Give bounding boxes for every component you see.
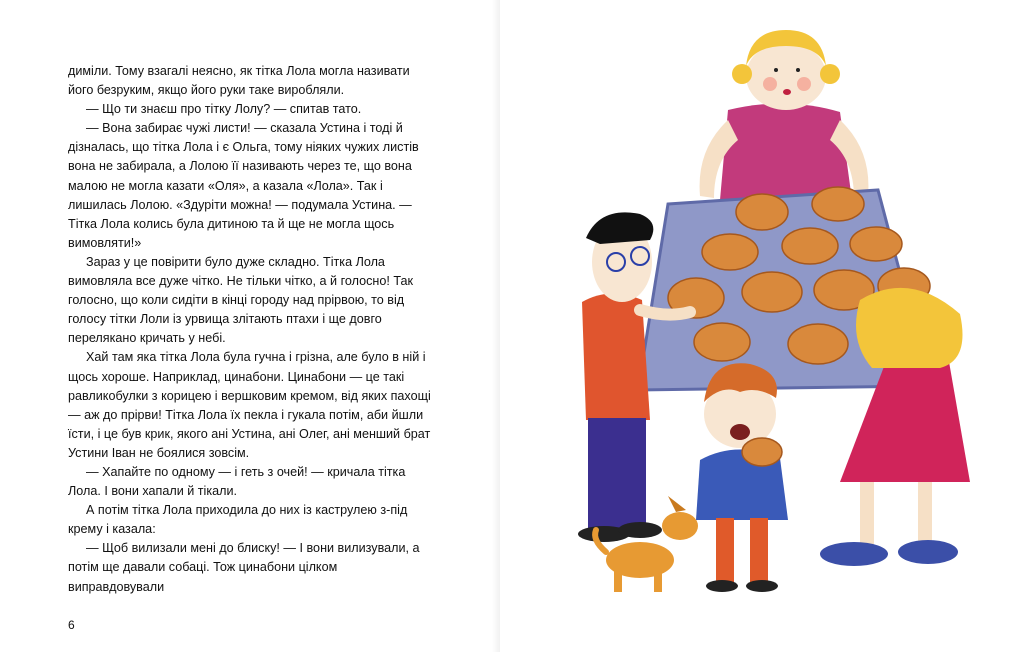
paragraph: — Щоб вилизали мені до блиску! — І вони вилизували, а потім ще давали собаці. Тож цинабони цілком виправдовували: [68, 541, 420, 594]
paragraph: А потім тітка Лола приходила до них із каструлею з-під крему і казала:: [68, 503, 408, 537]
girl-shoe: [898, 540, 958, 564]
paragraph: Хай там яка тітка Лола була гучна і грізна, але було в ній і щось хороше. Наприклад, цинабони. Цинабони — це такі равликобулки з корицею і вершковим кремом, від яких пахощі — аж до прірви! Тітка Лола їх пекла і гукала потім, аби йшли їсти, і це був крик, якого ані Устина, ані Олег, ані менший брат Устини Іван не боялися зовсім.: [68, 350, 431, 460]
aunt-hair-bun-left: [732, 64, 752, 84]
aunt-figure: [700, 30, 869, 200]
aunt-eye: [796, 68, 800, 72]
paragraph: — Що ти знаєш про тітку Лолу? — спитав тато.: [86, 102, 362, 117]
cinnamon-bun: [850, 227, 902, 261]
paragraph: диміли. Тому взагалі неясно, як тітка Лола могла називати його безруким, якщо його руки таке виробляли.: [68, 64, 410, 98]
boy-leg: [750, 518, 768, 582]
cinnamon-bun: [812, 187, 864, 221]
boy-shoe: [746, 580, 778, 592]
cinnamon-bun: [736, 194, 788, 230]
dad-trousers: [588, 418, 646, 528]
paragraph: — Вона забирає чужі листи! — сказала Устина і тоді й дізналась, що тітка Лола і є Ольга, тому ніяких чужих листів вона не забирала, а Лолою її називають через те, що вона малою не могла казати «Оля», а казала «Лола». Так і лишилась Лолою. «Здуріти можна! — подумала Устина. — Тітка Лола колись була дитиною та й ще не могла щось вимовляти!»: [68, 121, 419, 250]
boy-mouth: [730, 424, 750, 440]
aunt-dress: [720, 103, 852, 200]
dog-leg: [614, 570, 622, 592]
aunt-eye: [774, 68, 778, 72]
dad-hair: [586, 212, 653, 244]
girl-hair: [856, 288, 963, 368]
dog-head: [662, 512, 698, 540]
boy-figure: [696, 363, 788, 592]
dog-leg: [654, 570, 662, 592]
left-page: [0, 0, 500, 652]
aunt-hair-bun-right: [820, 64, 840, 84]
cinnamon-bun: [788, 324, 848, 364]
girl-shoe: [820, 542, 888, 566]
cinnamon-bun: [702, 234, 758, 270]
cinnamon-bun-in-hand: [742, 438, 782, 466]
girl-leg: [860, 482, 874, 544]
cinnamon-bun: [694, 323, 750, 361]
paragraph: — Хапайте по одному — і геть з очей! — кричала тітка Лола. І вони хапали й тікали.: [68, 464, 406, 499]
aunt-cheek: [763, 77, 777, 91]
boy-leg: [716, 518, 734, 582]
girl-leg: [918, 482, 932, 544]
boy-shoe: [706, 580, 738, 592]
dad-shoe: [618, 522, 662, 538]
aunt-cheek: [797, 77, 811, 91]
cinnamon-bun: [742, 272, 802, 312]
story-text: [68, 62, 436, 597]
dad-arm: [640, 310, 690, 315]
right-page: [500, 0, 1024, 652]
aunt-face: [746, 42, 826, 110]
page-number: 6: [68, 618, 75, 632]
aunt-mouth: [783, 89, 791, 95]
cinnamon-bun: [782, 228, 838, 264]
cinnamon-rolls-illustration: [500, 0, 1024, 652]
dog-ear: [668, 496, 686, 512]
paragraph: Зараз у це повірити було дуже складно. Тітка Лола вимовляла все дуже чітко. Не тільки чітко, а й голосно! Так голосно, що коли сидіти в кінці городу над прірвою, то від голосу тітки Лоли із урвища злітають птахи і ще довго переляканo кричать у небі.: [68, 254, 414, 346]
